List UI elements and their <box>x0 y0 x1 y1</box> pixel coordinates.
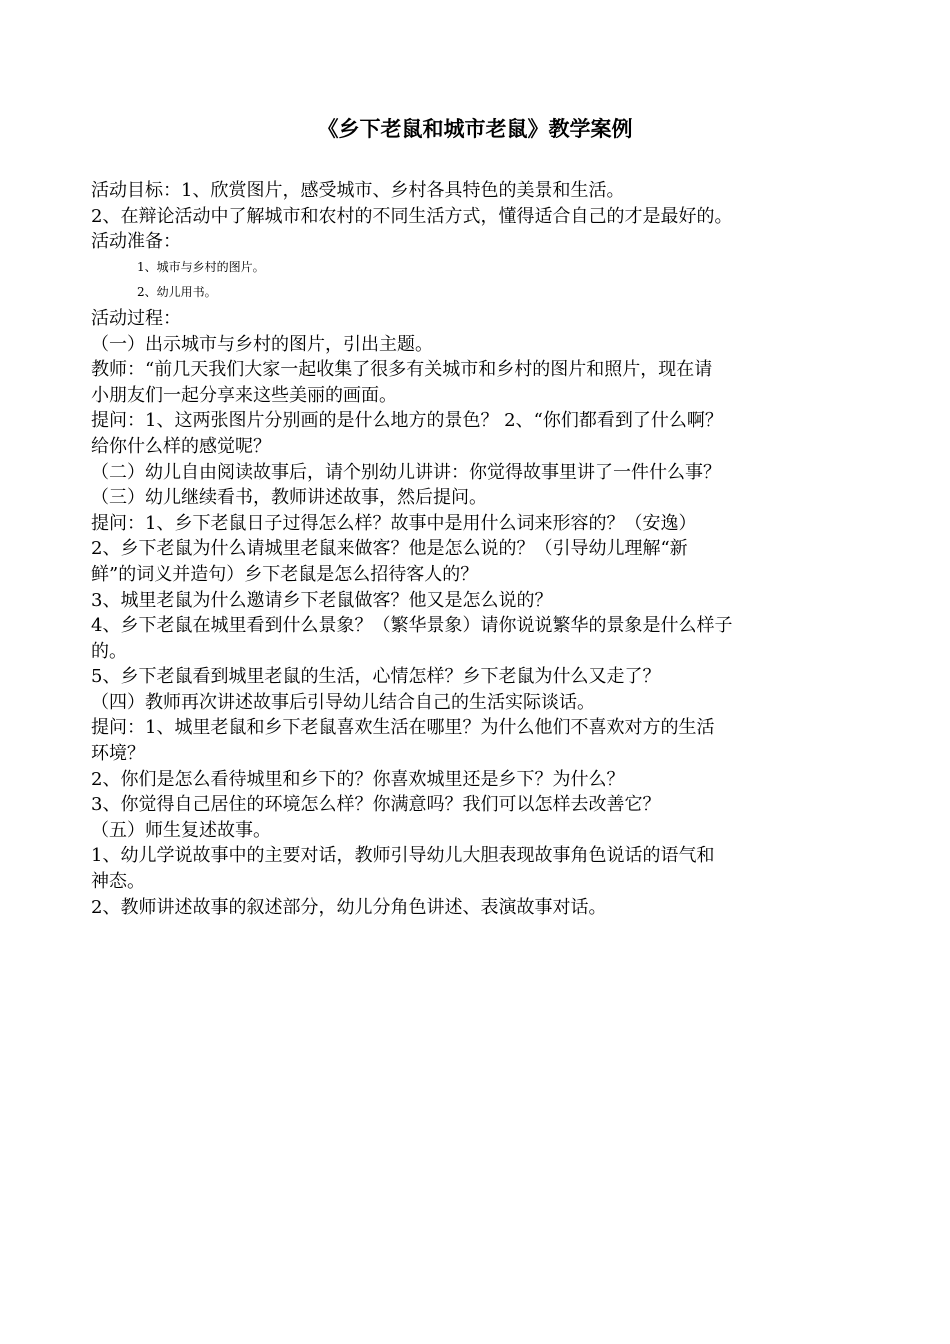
text-line: 提问：1、城里老鼠和乡下老鼠喜欢生活在哪里？为什么他们不喜欢对方的生活 <box>91 717 715 739</box>
text-line: （二）幼儿自由阅读故事后，请个别幼儿讲讲：你觉得故事里讲了一件什么事？ <box>91 461 721 483</box>
text-line: 教师：“前几天我们大家一起收集了很多有关城市和乡村的图片和照片，现在请 <box>91 359 713 381</box>
text-line: 活动目标：1、欣赏图片，感受城市、乡村各具特色的美景和生活。 <box>91 180 625 201</box>
text-line: 鲜”的词义并造句）乡下老鼠是怎么招待客人的？ <box>91 563 479 585</box>
text-line: 2、幼儿用书。 <box>137 285 217 300</box>
text-line: （一）出示城市与乡村的图片，引出主题。 <box>91 333 433 355</box>
text-line: 活动准备： <box>91 231 181 253</box>
text-line: 提问：1、乡下老鼠日子过得怎么样？故事中是用什么词来形容的？（安逸） <box>91 512 697 534</box>
text-line: 环境？ <box>91 743 145 765</box>
text-line: 活动过程： <box>91 307 181 329</box>
text-line: 2、乡下老鼠为什么请城里老鼠来做客？他是怎么说的？（引导幼儿理解“新 <box>91 538 688 560</box>
document-title: 《乡下老鼠和城市老鼠》教学案例 <box>317 116 633 141</box>
text-line: 2、在辩论活动中了解城市和农村的不同生活方式，懂得适合自己的才是最好的。 <box>91 205 733 227</box>
text-line: 的。 <box>91 640 127 662</box>
text-line: 给你什么样的感觉呢？ <box>91 435 271 457</box>
text-line: 提问：1、这两张图片分别画的是什么地方的景色？ 2、“你们都看到了什么啊？ <box>91 410 723 432</box>
text-line: 4、乡下老鼠在城里看到什么景象？（繁华景象）请你说说繁华的景象是什么样子 <box>91 615 733 637</box>
text-line: 3、城里老鼠为什么邀请乡下老鼠做客？他又是怎么说的？ <box>91 589 553 611</box>
text-line: 2、教师讲述故事的叙述部分，幼儿分角色讲述、表演故事对话。 <box>91 896 607 918</box>
text-line: （五）师生复述故事。 <box>91 819 271 841</box>
text-line: 5、乡下老鼠看到城里老鼠的生活，心情怎样？乡下老鼠为什么又走了？ <box>91 666 661 688</box>
text-line: （三）幼儿继续看书，教师讲述故事，然后提问。 <box>91 487 487 509</box>
text-line: 3、你觉得自己居住的环境怎么样？你满意吗？我们可以怎样去改善它？ <box>91 794 661 816</box>
text-line: 小朋友们一起分享来这些美丽的画面。 <box>91 384 397 406</box>
text-line: 2、你们是怎么看待城里和乡下的？你喜欢城里还是乡下？为什么？ <box>91 768 625 790</box>
text-line: 1、幼儿学说故事中的主要对话，教师引导幼儿大胆表现故事角色说话的语气和 <box>91 845 715 867</box>
document-body <box>91 178 863 920</box>
text-line: 1、城市与乡村的图片。 <box>137 259 265 274</box>
text-line: 神态。 <box>91 871 145 893</box>
text-line: （四）教师再次讲述故事后引导幼儿结合自己的生活实际谈话。 <box>91 691 595 713</box>
